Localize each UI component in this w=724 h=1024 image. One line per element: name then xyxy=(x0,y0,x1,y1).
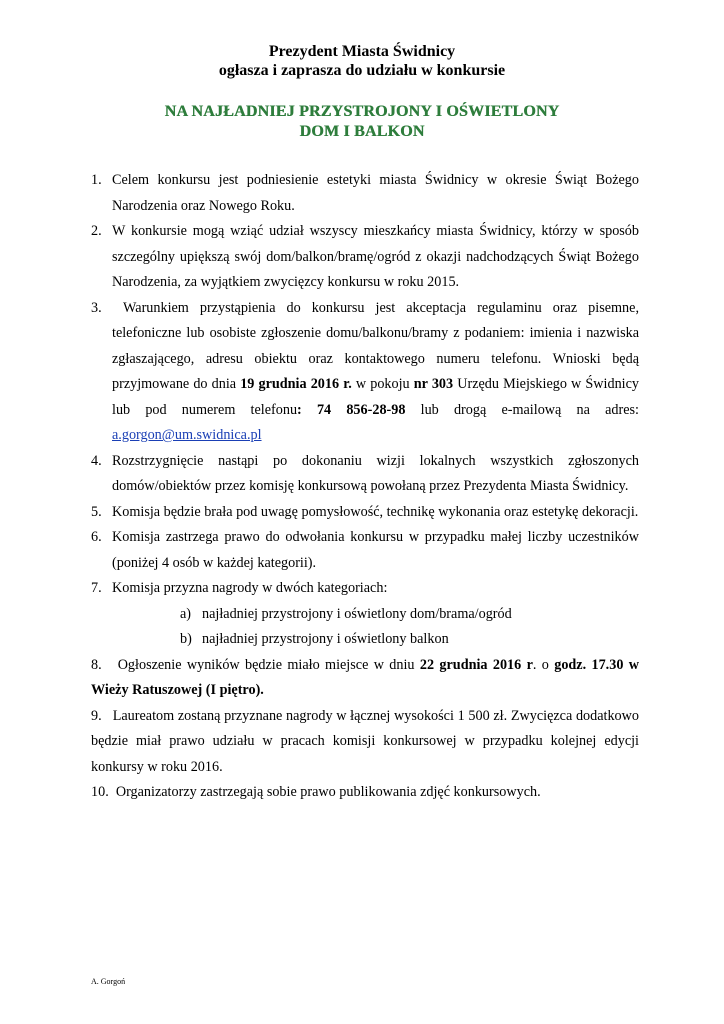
rule-text-part: lub drogą e-mailową na adres: xyxy=(405,401,639,418)
title-line-1: NA NAJŁADNIEJ PRZYSTROJONY I OŚWIETLONY xyxy=(164,103,560,120)
rule-number: 9. xyxy=(91,707,102,724)
category-text: najładniej przystrojony i oświetlony dom/brama/ogród xyxy=(202,605,512,622)
category-a xyxy=(91,602,639,628)
rule-number: 5. xyxy=(91,503,102,520)
rule-text: Komisja przyzna nagrody w dwóch kategoriach: xyxy=(112,580,388,596)
rule-text xyxy=(91,780,639,806)
rule-item-10 xyxy=(91,780,639,806)
category-b xyxy=(91,627,639,653)
rules-list xyxy=(91,168,639,806)
rule-number: 7. xyxy=(91,580,102,596)
rule-text-part: Laureatom zostaną przyznane nagrody w łącznej wysokości 1 500 zł. Zwycięzca dodatkowo będzie miał prawo udziału w pracach komisji konkursowej w przypadku kolejnej edycji konkursy w roku 2016. xyxy=(91,707,639,775)
rule-text: Komisja będzie brała pod uwagę pomysłowość, technikę wykonania oraz estetykę dekoracji. xyxy=(112,503,639,520)
deadline-date: 19 grudnia 2016 r. xyxy=(240,376,352,392)
email-link[interactable]: a.gorgon@um.swidnica.pl xyxy=(112,427,262,443)
rule-text-part: Ogłoszenie wyników będzie miało miejsce w dniu xyxy=(117,656,420,673)
rule-text: Celem konkursu jest podniesienie estetyki miasta Świdnicy w okresie Świąt Bożego Narodzenia oraz Nowego Roku. xyxy=(112,172,639,214)
header-line-1: Prezydent Miasta Świdnicy xyxy=(268,43,456,60)
rule-text xyxy=(112,296,639,449)
rule-item-5 xyxy=(91,500,639,526)
results-date: 22 grudnia 2016 r xyxy=(419,656,533,673)
rule-text-part: Warunkiem przystąpienia do konkursu jest akceptacja regulaminu oraz pisemne, telefoniczne lub osobiste zgłoszenie domu/balkonu/bramy z podaniem: imienia i nazwiska zgłaszającego, adresu obiektu oraz kontaktowego numeru telefonu. Wnioski będą przyjmowane do dnia xyxy=(112,299,639,392)
category-letter: a) xyxy=(180,605,192,622)
rule-text-part: Urzędu Miejskiego w Świdnicy lub pod numerem telefonu xyxy=(112,376,640,418)
footer-author: A. Gorgoń xyxy=(91,977,126,986)
phone-number: : 74 856-28-98 xyxy=(297,401,406,418)
category-letter: b) xyxy=(180,631,192,647)
rule-text-part: . o xyxy=(532,656,555,673)
contest-title xyxy=(0,102,724,142)
rule-number: 6. xyxy=(91,529,102,545)
rule-item-2 xyxy=(91,219,639,296)
rule-text: Komisja zastrzega prawo do odwołania konkursu w przypadku małej liczby uczestników (poniżej 4 osób w każdej kategorii). xyxy=(112,529,639,571)
title-line-2: DOM I BALKON xyxy=(299,123,425,140)
header-line-2: ogłasza i zaprasza do udziału w konkursie xyxy=(218,62,506,79)
rule-text xyxy=(91,653,639,704)
rule-item-4 xyxy=(91,449,639,500)
rule-item-6 xyxy=(91,525,639,576)
rule-text xyxy=(91,704,639,781)
rule-text: W konkursie mogą wziąć udział wszyscy mieszkańcy miasta Świdnicy, którzy w sposób szczególny upiększą swój dom/balkon/bramę/ogród z okazji nadchodzących Świąt Bożego Narodzenia, za wyjątkiem zwycięzcy konkursu w roku 2015. xyxy=(112,223,639,290)
rule-text-part: Organizatorzy zastrzegają sobie prawo publikowania zdjęć konkursowych. xyxy=(115,784,541,800)
rule-item-8 xyxy=(91,653,639,704)
rule-number: 2. xyxy=(91,223,102,239)
announcement-header xyxy=(0,42,724,80)
category-text: najładniej przystrojony i oświetlony balkon xyxy=(202,631,449,647)
rule-text-part: w pokoju xyxy=(351,376,414,392)
rule-item-1 xyxy=(91,168,639,219)
rule-number: 1. xyxy=(91,172,102,188)
rule-item-3 xyxy=(91,296,639,449)
rule-number: 10. xyxy=(91,784,109,800)
room-number: nr 303 xyxy=(413,376,454,392)
rule-number: 8. xyxy=(91,656,102,673)
rule-item-7 xyxy=(91,576,639,602)
rule-text: Rozstrzygnięcie nastąpi po dokonaniu wizji lokalnych wszystkich zgłoszonych domów/obiektów przez komisję konkursową powołaną przez Prezydenta Miasta Świdnicy. xyxy=(112,452,639,494)
rule-item-9 xyxy=(91,704,639,781)
rule-number: 4. xyxy=(91,452,102,469)
results-time-place: godz. 17.30 w Wieży Ratuszowej (I piętro). xyxy=(91,656,640,698)
rule-number: 3. xyxy=(91,299,102,316)
